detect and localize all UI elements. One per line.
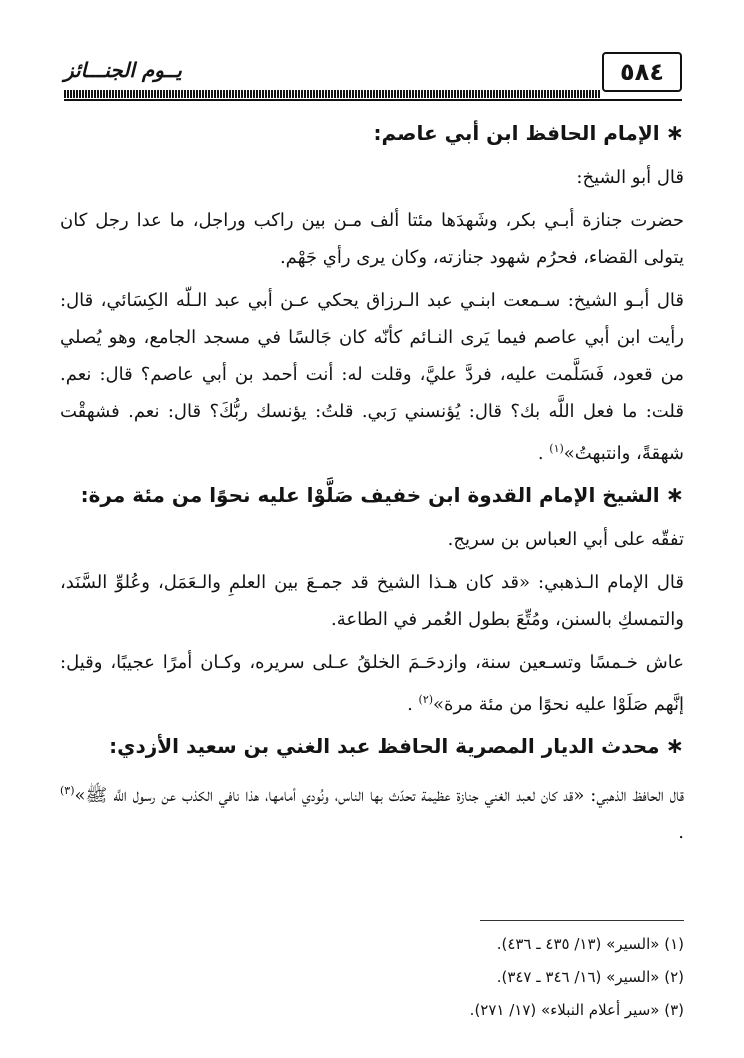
- paragraph: قال أبو الشيخ:: [576, 167, 684, 188]
- section-heading: ∗الإمام الحافظ ابن أبي عاصم:: [373, 121, 684, 146]
- section-heading: ∗الشيخ الإمام القدوة ابن خفيف صَلَّوْا عليه نحوًا من مئة مرة:: [80, 483, 684, 508]
- bullet-star-icon: ∗: [665, 121, 684, 146]
- section-heading: ∗محدث الديار المصرية الحافظ عبد الغني بن سعيد الأزدي:: [109, 734, 684, 759]
- header-rule-thin: [64, 99, 682, 101]
- footnote-ref: (١): [549, 442, 564, 455]
- footnote-ref: (٣): [60, 784, 75, 797]
- bullet-star-icon: ∗: [665, 734, 684, 759]
- bullet-star-icon: ∗: [665, 483, 684, 508]
- footnotes: [284, 928, 684, 1027]
- footnote-separator: [480, 920, 684, 921]
- page-header: [64, 52, 682, 102]
- footnote-ref: (٢): [418, 693, 434, 706]
- paragraph: قال الحافظ الذهبي: «قد كان لعبد الغني جنازة عظيمة تحدّث بها الناس، ونُودي أمامها، هذا نافي الكذب عن رسول اللَّه ﷺ»$^{(٣)}$ .: [60, 784, 684, 843]
- footnote: (٣) «سير أعلام النبلاء» (١٧/ ٢٧١).: [469, 1001, 684, 1019]
- footnote: (٢) «السير» (١٦/ ٣٤٦ ـ ٣٤٧).: [496, 968, 684, 986]
- paragraph: عاش خـمسًا وتسـعين سنة، وازدحَـمَ الخلقُ عـلى سريره، وكـان أمرًا عجيبًا، وقيل: إنَّهم صَلَوْا عليه نحوًا من مئة مرة»$^{(٢)}$ .: [60, 652, 684, 715]
- page-body: [60, 112, 684, 857]
- paragraph: تفقّه على أبي العباس بن سريج.: [447, 529, 684, 550]
- page-number: ٥٨٤: [602, 52, 682, 92]
- paragraph: قال الإمام الـذهبي: «قد كان هـذا الشيخ قد جمـعَ بين العلمِ والـعَمَل، وعُلوِّ السَّنَد، والتمسكِ بالسنن، ومُتِّعَ بطول العُمر في الطاعة.: [60, 572, 684, 630]
- footnote: (١) «السير» (١٣/ ٤٣٥ ـ ٤٣٦).: [496, 935, 684, 953]
- header-rule: [64, 90, 600, 98]
- running-title: يــوم الجنـــائز: [64, 58, 182, 82]
- paragraph: قال أبـو الشيخ: سـمعت ابنـي عبد الـرزاق يحكي عـن أبي عبد الـلّه الكِسَائي، قال: رأيت ابن أبي عاصم فيما يَرى النـائم كأنّه كان جَالسًا في مسجد الجامع، وهو يُصلي من قعود، فَسَلَّمت عليه، فردَّ عليَّ، وقلت له: أنت أحمد بن أبي عاصم؟ قال: نعم. قلت: ما فعل اللَّه بك؟ قال: يُؤنسني رَبي. قلتُ: يؤنسك ربُّكَ؟ قال: نعم. فشهقْت شهقةً، وانتبهتُ»$^{(١)}$ .: [60, 290, 684, 464]
- paragraph: حضرت جنازة أبـي بكر، وشَهدَها مئتا ألف مـن بين راكب وراجل، ما عدا رجل كان يتولى القضاء، فحرُم شهود جنازته، وكان يرى رأي جَهْم.: [60, 210, 684, 268]
